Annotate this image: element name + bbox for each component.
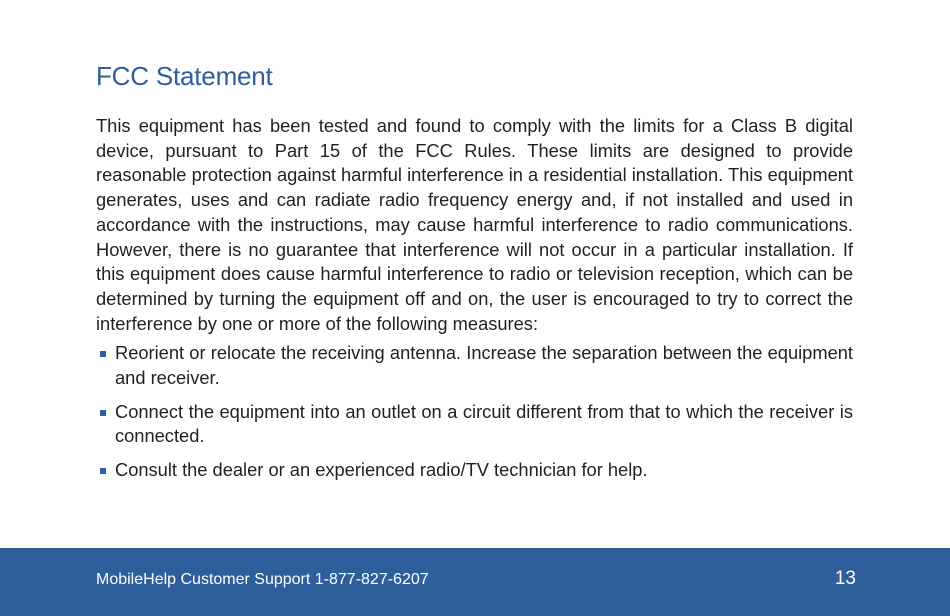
list-item (96, 458, 853, 483)
page-number: 13 (834, 568, 856, 589)
section-heading: FCC Statement (96, 61, 273, 91)
list-item (96, 341, 853, 390)
list-item-text: Consult the dealer or an experienced radio/TV technician for help. (115, 459, 648, 481)
bullet-square-icon (100, 351, 106, 357)
list-item (96, 400, 853, 449)
list-item-text: Reorient or relocate the receiving antenna. Increase the separation between the equipment and receiver. (115, 342, 853, 389)
support-contact-text: MobileHelp Customer Support 1-877-827-6207 (96, 571, 429, 588)
fcc-statement-paragraph: This equipment has been tested and found to comply with the limits for a Class B digital device, pursuant to Part 15 of the FCC Rules. These limits are designed to provide reasonable protection against harmful interference in a residential installation. This equipment generates, uses and can radiate radio frequency energy and, if not installed and used in accordance with the instructions, may cause harmful interference to radio communications. However, there is no guarantee that interference will not occur in a particular installation. If this equipment does cause harmful interference to radio or television reception, which can be determined by turning the equipment off and on, the user is encouraged to try to correct the interference by one or more of the following measures: (96, 115, 853, 334)
list-item-text: Connect the equipment into an outlet on a circuit different from that to which the receiver is connected. (115, 400, 853, 447)
document-content (96, 56, 853, 492)
bullet-square-icon (100, 410, 106, 416)
bullet-square-icon (100, 468, 106, 474)
page-footer (0, 548, 950, 616)
measures-list (96, 341, 853, 483)
